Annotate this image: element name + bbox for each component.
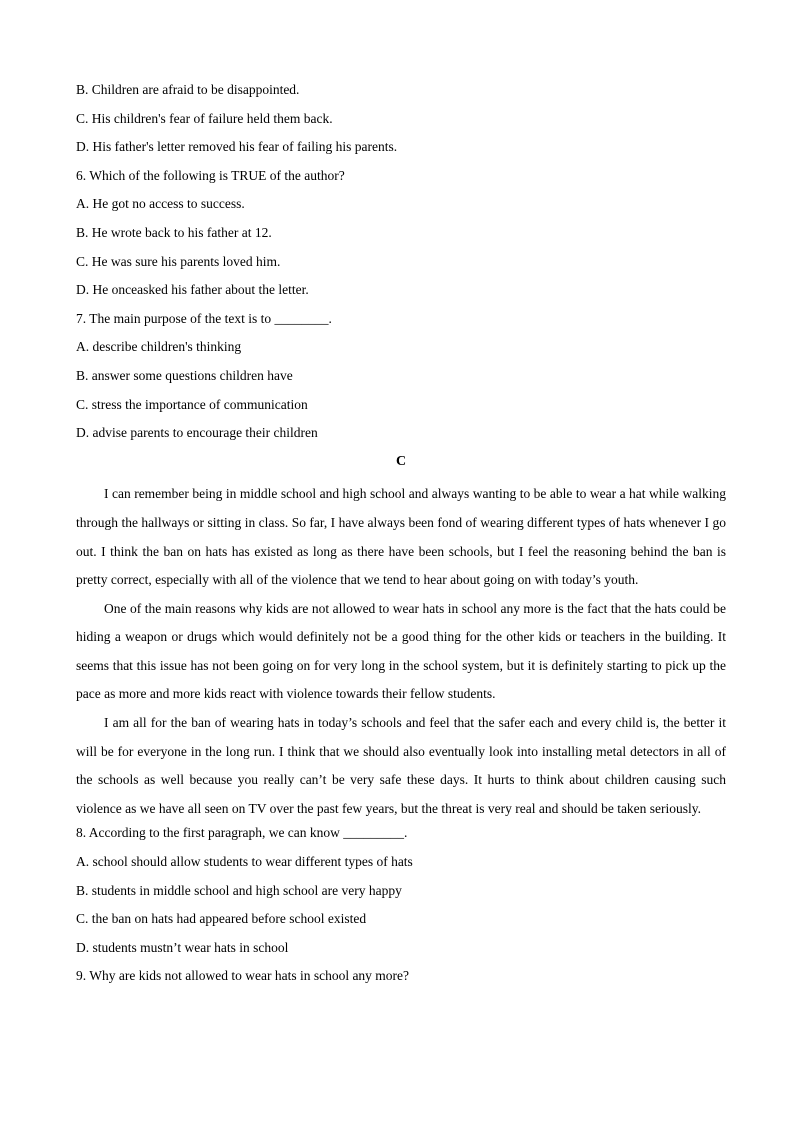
option-7a: A. describe children's thinking bbox=[76, 339, 242, 355]
option-6a: A. He got no access to success. bbox=[76, 196, 245, 212]
option-8a: A. school should allow students to wear different types of hats bbox=[76, 854, 413, 870]
question-7: 7. The main purpose of the text is to ________. bbox=[76, 310, 332, 326]
option-7c: C. stress the importance of communication bbox=[76, 396, 308, 412]
option-6d: D. He onceasked his father about the letter. bbox=[76, 282, 309, 298]
passage-paragraph-1: I can remember being in middle school and high school and always wanting to be able to wear a hat while walking through the hallways or sitting in class. So far, I have always been fond of wearing different types of hats whenever I go out. I think the ban on hats has existed as long as there have been schools, but I feel the reasoning behind the ban is pretty correct, especially with all of the violence that we tend to hear about going on with today’s youth. bbox=[76, 486, 726, 588]
option-8b: B. students in middle school and high school are very happy bbox=[76, 882, 402, 898]
option-7d: D. advise parents to encourage their children bbox=[76, 425, 318, 441]
question-9: 9. Why are kids not allowed to wear hats in school any more? bbox=[76, 968, 410, 984]
option-5d: D. His father's letter removed his fear of failing his parents. bbox=[76, 139, 398, 155]
page-content bbox=[76, 80, 726, 995]
question-8: 8. According to the first paragraph, we can know _________. bbox=[76, 825, 408, 841]
option-8c: C. the ban on hats had appeared before school existed bbox=[76, 911, 367, 927]
option-5c: C. His children's fear of failure held them back. bbox=[76, 110, 333, 126]
passage-paragraph-2: One of the main reasons why kids are not allowed to wear hats in school any more is the fact that the hats could be hiding a weapon or drugs which would definitely not be a good thing for the other kids or teachers in the building. It seems that this issue has not been going on for very long in the school system, but it is definitely starting to pick up the pace as more and more kids react with violence towards their fellow students. bbox=[76, 600, 726, 702]
option-6c: C. He was sure his parents loved him. bbox=[76, 253, 281, 269]
option-5b: B. Children are afraid to be disappointed. bbox=[76, 82, 300, 97]
section-c-title: C bbox=[395, 453, 407, 469]
passage-paragraph-3: I am all for the ban of wearing hats in today’s schools and feel that the safer each and every child is, the better it will be for everyone in the long run. I think that we should also eventually look into installing metal detectors in all of the schools as well because you really can’t be very safe these days. It hurts to think about children causing such violence as we have all seen on TV over the past few years, but the threat is very real and should be taken seriously. bbox=[76, 715, 726, 816]
question-6: 6. Which of the following is TRUE of the author? bbox=[76, 167, 345, 183]
option-7b: B. answer some questions children have bbox=[76, 367, 293, 383]
option-6b: B. He wrote back to his father at 12. bbox=[76, 224, 272, 240]
option-8d: D. students mustn’t wear hats in school bbox=[76, 939, 289, 955]
